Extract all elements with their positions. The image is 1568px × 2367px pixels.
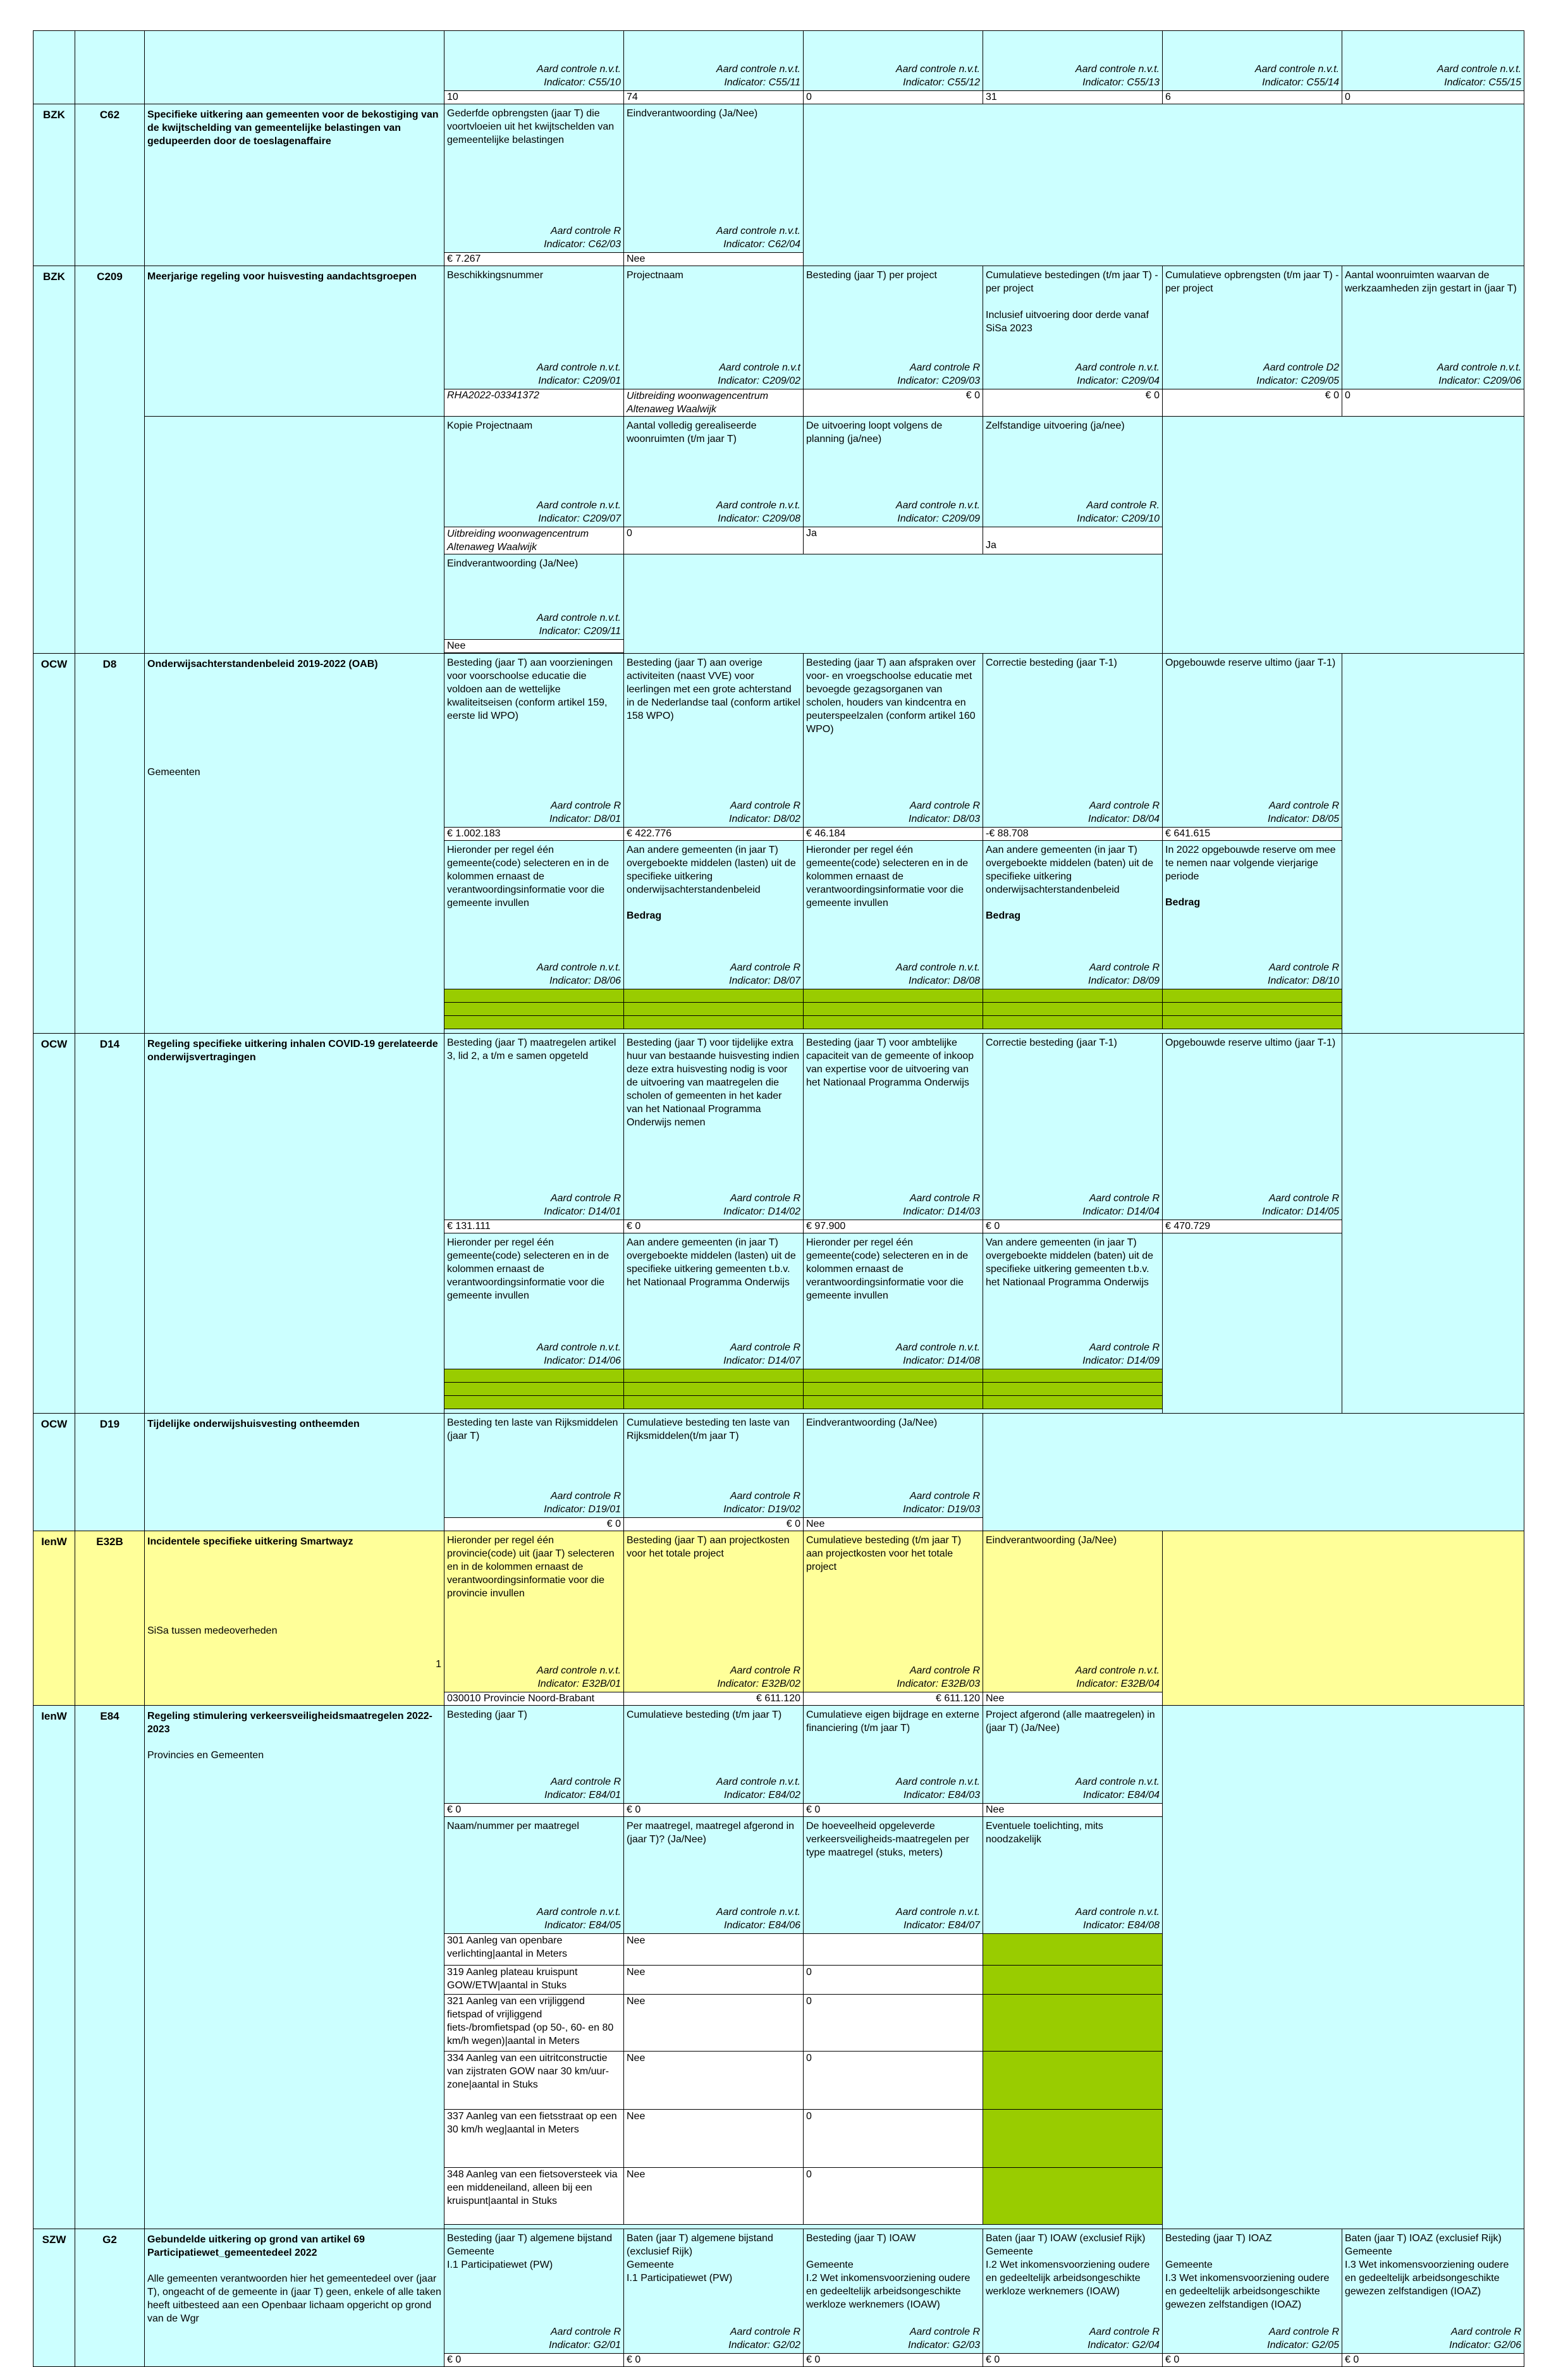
g2-04-value[interactable]: € 0 <box>983 2354 1163 2367</box>
e84-07-header: De hoeveelheid opgeleverde verkeersveiligheids-maatregelen per type maatregel (stuks, meters) Aard controle n.v.t. Indicator: E84/07 <box>804 1817 983 1934</box>
g2-06-header: Baten (jaar T) IOAZ (exclusief Rijk) Gemeente I.3 Wet inkomensvoorziening oudere en gedeeltelijk arbeidsongeschikte gewezen zelfstandigen (IOAZ) Aard controle R Indicator: G2/06 <box>1342 2229 1524 2354</box>
e32b-04-value[interactable]: Nee <box>983 1692 1163 1706</box>
c209-02-header: Projectnaam Aard controle n.v.t Indicator: C209/02 <box>624 266 804 389</box>
c62-04-header: Eindverantwoording (Ja/Nee) Aard controle n.v.t. Indicator: C62/04 <box>624 104 804 253</box>
d8-06-header: Hieronder per regel één gemeente(code) selecteren en in de kolommen ernaast de verantwoordingsinformatie voor die gemeente invullen Aard controle n.v.t. Indicator: D8/06 <box>444 841 624 989</box>
e84-06-header: Per maatregel, maatregel afgerond in (jaar T)? (Ja/Nee) Aard controle n.v.t. Indicator: E84/06 <box>624 1817 804 1934</box>
d19-03-value[interactable]: Nee <box>804 1518 983 1531</box>
e84-measure-name[interactable]: 334 Aanleg van een uitritconstructie van zijstraten GOW naar 30 km/uur-zone|aantal in Stuks <box>444 2052 624 2110</box>
c55-15-header: Aard controle n.v.t. Indicator: C55/15 <box>1342 31 1524 91</box>
e84-measure-note[interactable] <box>983 1934 1163 1966</box>
g2-03-header: Besteding (jaar T) IOAW Gemeente I.2 Wet inkomensvoorziening oudere en gedeeltelijk arbeidsongeschikte werkloze werknemers (IOAW) Aard controle R Indicator: G2/03 <box>804 2229 983 2354</box>
regulation-code: D8 <box>75 654 145 1034</box>
e84-measure-done[interactable]: Nee <box>624 2052 804 2110</box>
e84-08-header: Eventuele toelichting, mits noodzakelijk Aard controle n.v.t. Indicator: E84/08 <box>983 1817 1163 1934</box>
d14-05-value[interactable]: € 470.729 <box>1163 1220 1342 1233</box>
e84-measure-qty[interactable]: 0 <box>804 2168 983 2225</box>
regulation-code: G2 <box>75 2229 145 2367</box>
d8-05-value[interactable]: € 641.615 <box>1163 828 1342 841</box>
d14-01-header: Besteding (jaar T) maatregelen artikel 3, lid 2, a t/m e samen opgeteld Aard controle R Indicator: D14/01 <box>444 1034 624 1220</box>
regulation-title: Regeling stimulering verkeersveiligheidsmaatregelen 2022-2023 <box>147 1711 432 1735</box>
regulation-code: C209 <box>75 266 145 654</box>
c209-10-header: Zelfstandige uitvoering (ja/nee) Aard controle R. Indicator: C209/10 <box>983 417 1163 527</box>
e84-01-header: Besteding (jaar T) Aard controle R Indicator: E84/01 <box>444 1706 624 1804</box>
regulation-title: Incidentele specifieke uitkering Smartwayz <box>147 1536 353 1547</box>
e84-03-header: Cumulatieve eigen bijdrage en externe financiering (t/m jaar T) Aard controle n.v.t. Indicator: E84/03 <box>804 1706 983 1804</box>
regulation-code: C62 <box>75 104 145 266</box>
c209-06-value[interactable]: 0 <box>1342 389 1524 417</box>
e84-measure-done[interactable]: Nee <box>624 2168 804 2225</box>
e32b-01-value[interactable]: 030010 Provincie Noord-Brabant <box>444 1692 624 1706</box>
e84-measure-qty[interactable] <box>804 1934 983 1966</box>
d19-02-header: Cumulatieve besteding ten laste van Rijksmiddelen(t/m jaar T) Aard controle R Indicator: D19/02 <box>624 1414 804 1518</box>
c55-13-header: Aard controle n.v.t. Indicator: C55/13 <box>983 31 1163 91</box>
c209-07-header: Kopie Projectnaam Aard controle n.v.t. Indicator: C209/07 <box>444 417 624 527</box>
d14-01-value[interactable]: € 131.111 <box>444 1220 624 1233</box>
c62-03-header: Gederfde opbrengsten (jaar T) die voortvloeien uit het kwijtschelden van gemeentelijke belastingen Aard controle R Indicator: C62/03 <box>444 104 624 253</box>
g2-05-header: Besteding (jaar T) IOAZ Gemeente I.3 Wet inkomensvoorziening oudere en gedeeltelijk arbeidsongeschikte gewezen zelfstandigen (IOAZ) Aard controle R Indicator: G2/05 <box>1163 2229 1342 2354</box>
e84-measure-note[interactable] <box>983 1995 1163 2052</box>
d8-03-header: Besteding (jaar T) aan afspraken over voor- en vroegschoolse educatie met bevoegde gezagsorganen van scholen, houders van kindcentra en peuterspeelzalen (conform artikel 160 WPO) Aard controle R Indicator: D8/03 <box>804 654 983 828</box>
e84-05-header: Naam/nummer per maatregel Aard controle n.v.t. Indicator: E84/05 <box>444 1817 624 1934</box>
regulation-title: Specifieke uitkering aan gemeenten voor de bekostiging van de kwijtschelding van gemeentelijke belastingen van gedupeerden door de toeslagenaffaire <box>145 104 444 266</box>
c209-04-header: Cumulatieve bestedingen (t/m jaar T) - per project Inclusief uitvoering door derde vanaf SiSa 2023 Aard controle n.v.t. Indicator: C209/04 <box>983 266 1163 389</box>
d14-07-header: Aan andere gemeenten (in jaar T) overgeboekte middelen (lasten) uit de specifieke uitkering gemeenten t.b.v. het Nationaal Programma Onderwijs Aard controle R Indicator: D14/07 <box>624 1233 804 1369</box>
regulation-code: E84 <box>75 1706 145 2229</box>
d14-06-header: Hieronder per regel één gemeente(code) selecteren en in de kolommen ernaast de verantwoordingsinformatie voor die gemeente invullen Aard controle n.v.t. Indicator: D14/06 <box>444 1233 624 1369</box>
d14-header-row <box>34 1034 1524 1220</box>
d14-02-value[interactable]: € 0 <box>624 1220 804 1233</box>
e84-header-row <box>34 1706 1524 1804</box>
c209-05-header: Cumulatieve opbrengsten (t/m jaar T) - per project Aard controle D2 Indicator: C209/05 <box>1163 266 1342 389</box>
d14-03-header: Besteding (jaar T) voor ambtelijke capaciteit van de gemeente of inkoop van expertise voor de uitvoering van het Nationaal Programma Onderwijs Aard controle R Indicator: D14/03 <box>804 1034 983 1220</box>
e32b-03-header: Cumulatieve besteding (t/m jaar T) aan projectkosten voor het totale project Aard controle R Indicator: E32B/03 <box>804 1531 983 1692</box>
c62-header-row <box>34 104 1524 253</box>
regulation-title: Regeling specifieke uitkering inhalen COVID-19 gerelateerde onderwijsvertragingen <box>145 1034 444 1414</box>
row-number: 1 <box>436 1659 441 1670</box>
c209-08-header: Aantal volledig gerealiseerde woonruimten (t/m jaar T) Aard controle n.v.t. Indicator: C209/08 <box>624 417 804 527</box>
d8-04-value[interactable]: -€ 88.708 <box>983 828 1163 841</box>
d14-input-cell[interactable] <box>444 1369 624 1383</box>
d19-01-header: Besteding ten laste van Rijksmiddelen (jaar T) Aard controle R Indicator: D19/01 <box>444 1414 624 1518</box>
c209-01-value[interactable]: RHA2022-03341372 <box>444 389 624 417</box>
c55-12-value[interactable]: 0 <box>804 91 983 104</box>
e84-measure-done[interactable]: Nee <box>624 1934 804 1966</box>
g2-05-value[interactable]: € 0 <box>1163 2354 1342 2367</box>
c62-03-value[interactable]: € 7.267 <box>444 253 624 266</box>
dept-code: IenW <box>34 1706 75 2229</box>
c209-03-header: Besteding (jaar T) per project Aard controle R Indicator: C209/03 <box>804 266 983 389</box>
c209-07-value[interactable]: Uitbreiding woonwagencentrum Altenaweg Waalwijk <box>444 527 624 554</box>
d14-02-header: Besteding (jaar T) voor tijdelijke extra huur van bestaande huisvesting indien deze extra huisvesting nodig is voor de uitvoering van maatregelen die scholen of gemeenten in het kader van het Nationaal Programma Onderwijs nemen Aard controle R Indicator: D14/02 <box>624 1034 804 1220</box>
c55-12-header: Aard controle n.v.t. Indicator: C55/12 <box>804 31 983 91</box>
e84-measure-note[interactable] <box>983 1966 1163 1995</box>
c55-11-value[interactable]: 74 <box>624 91 804 104</box>
sisa-table <box>33 30 1524 2367</box>
d14-04-header: Correctie besteding (jaar T-1) Aard controle R Indicator: D14/04 <box>983 1034 1163 1220</box>
c55-10-header: Aard controle n.v.t. Indicator: C55/10 <box>444 31 624 91</box>
e84-measure-note[interactable] <box>983 2168 1163 2225</box>
c209-03-value[interactable]: € 0 <box>804 389 983 417</box>
c209-11-header: Eindverantwoording (Ja/Nee) Aard controle n.v.t. Indicator: C209/11 <box>444 554 624 640</box>
e84-measure-name[interactable]: 337 Aanleg van een fietsstraat op een 30 km/h weg|aantal in Meters <box>444 2110 624 2168</box>
c55-14-header: Aard controle n.v.t. Indicator: C55/14 <box>1163 31 1342 91</box>
d8-01-header: Besteding (jaar T) aan voorzieningen voor voorschoolse educatie die voldoen aan de wettelijke kwaliteitseisen (conform artikel 159, eerste lid WPO) Aard controle R Indicator: D8/01 <box>444 654 624 828</box>
e84-measure-note[interactable] <box>983 2052 1163 2110</box>
e84-measure-done[interactable]: Nee <box>624 1995 804 2052</box>
g2-06-value[interactable]: € 0 <box>1342 2354 1524 2367</box>
c209-09-value[interactable]: Ja <box>804 527 983 554</box>
d8-01-value[interactable]: € 1.002.183 <box>444 828 624 841</box>
g2-04-header: Baten (jaar T) IOAW (exclusief Rijk) Gemeente I.2 Wet inkomensvoorziening oudere en gedeeltelijk arbeidsongeschikte werkloze werknemers (IOAW) Aard controle R Indicator: G2/04 <box>983 2229 1163 2354</box>
d8-05-header: Opgebouwde reserve ultimo (jaar T-1) Aard controle R Indicator: D8/05 <box>1163 654 1342 828</box>
d8-08-header: Hieronder per regel één gemeente(code) selecteren en in de kolommen ernaast de verantwoordingsinformatie voor die gemeente invullen Aard controle n.v.t. Indicator: D8/08 <box>804 841 983 989</box>
e32b-02-header: Besteding (jaar T) aan projectkosten voor het totale project Aard controle R Indicator: E32B/02 <box>624 1531 804 1692</box>
c62-04-value[interactable]: Nee <box>624 253 804 266</box>
dept-code: SZW <box>34 2229 75 2367</box>
c209-01-header: Beschikkingsnummer Aard controle n.v.t. Indicator: C209/01 <box>444 266 624 389</box>
c209-05-value[interactable]: € 0 <box>1163 389 1342 417</box>
regulation-code: E32B <box>75 1531 145 1706</box>
e84-measure-done[interactable]: Nee <box>624 2110 804 2168</box>
d8-header-row <box>34 654 1524 828</box>
d19-03-header: Eindverantwoording (Ja/Nee) Aard controle R Indicator: D19/03 <box>804 1414 983 1518</box>
e84-measure-qty[interactable]: 0 <box>804 2110 983 2168</box>
dept-code: BZK <box>34 104 75 266</box>
e84-measure-note[interactable] <box>983 2110 1163 2168</box>
c209-04-value[interactable]: € 0 <box>983 389 1163 417</box>
d14-09-header: Van andere gemeenten (in jaar T) overgeboekte middelen (baten) uit de specifieke uitkering gemeenten t.b.v. het Nationaal Programma Onderwijs Aard controle R Indicator: D14/09 <box>983 1233 1163 1369</box>
d8-02-header: Besteding (jaar T) aan overige activiteiten (naast VVE) voor leerlingen met een grote achterstand in de Nederlandse taal (conform artikel 158 WPO) Aard controle R Indicator: D8/02 <box>624 654 804 828</box>
g2-header-row <box>34 2229 1524 2354</box>
g2-02-header: Baten (jaar T) algemene bijstand (exclusief Rijk) Gemeente I.1 Participatiewet (PW) Aard controle R Indicator: G2/02 <box>624 2229 804 2354</box>
d8-02-value[interactable]: € 422.776 <box>624 828 804 841</box>
c209-11-value[interactable]: Nee <box>444 640 624 653</box>
e84-measure-done[interactable]: Nee <box>624 1966 804 1995</box>
e84-04-value[interactable]: Nee <box>983 1804 1163 1817</box>
c209-10-value[interactable]: Ja <box>983 527 1163 554</box>
e32b-03-value[interactable]: € 611.120 <box>804 1692 983 1706</box>
d8-03-value[interactable]: € 46.184 <box>804 828 983 841</box>
c209-header-row <box>34 266 1524 389</box>
d8-input-cell[interactable] <box>444 989 624 1003</box>
dept-code: OCW <box>34 1414 75 1531</box>
d8-04-header: Correctie besteding (jaar T-1) Aard controle R Indicator: D8/04 <box>983 654 1163 828</box>
e84-measure-name[interactable]: 348 Aanleg van een fietsoversteek via een middeneiland, alleen bij een kruispunt|aantal in Stuks <box>444 2168 624 2225</box>
c209-08-value[interactable]: 0 <box>624 527 804 554</box>
g2-01-value[interactable]: € 0 <box>444 2354 624 2367</box>
regulation-code: D14 <box>75 1034 145 1414</box>
d19-header-row <box>34 1414 1524 1518</box>
e32b-02-value[interactable]: € 611.120 <box>624 1692 804 1706</box>
g2-01-header: Besteding (jaar T) algemene bijstand Gemeente I.1 Participatiewet (PW) Aard controle R Indicator: G2/01 <box>444 2229 624 2354</box>
d14-05-header: Opgebouwde reserve ultimo (jaar T-1) Aard controle R Indicator: D14/05 <box>1163 1034 1342 1220</box>
regulation-title: Tijdelijke onderwijshuisvesting ontheemden <box>145 1414 444 1531</box>
sisa-sheet <box>33 30 1524 2367</box>
dept-code: IenW <box>34 1531 75 1706</box>
e84-measure-name[interactable]: 301 Aanleg van openbare verlichting|aantal in Meters <box>444 1934 624 1966</box>
d8-09-header: Aan andere gemeenten (in jaar T) overgeboekte middelen (baten) uit de specifieke uitkering onderwijsachterstandenbeleid Bedrag Aard controle R Indicator: D8/09 <box>983 841 1163 989</box>
c209-02-value[interactable]: Uitbreiding woonwagencentrum Altenaweg Waalwijk <box>624 389 804 417</box>
g2-02-value[interactable]: € 0 <box>624 2354 804 2367</box>
e32b-header-row <box>34 1531 1524 1692</box>
regulation-title: Meerjarige regeling voor huisvesting aandachtsgroepen <box>145 266 444 417</box>
e84-measure-qty[interactable]: 0 <box>804 1995 983 2052</box>
e84-measure-name[interactable]: 321 Aanleg van een vrijliggend fietspad of vrijliggend fiets-/bromfietspad (op 50-, 60- en 80 km/h wegen)|aantal in Meters <box>444 1995 624 2052</box>
c209-header2-row <box>34 417 1524 527</box>
d14-08-header: Hieronder per regel één gemeente(code) selecteren en in de kolommen ernaast de verantwoordingsinformatie voor die gemeente invullen Aard controle n.v.t. Indicator: D14/08 <box>804 1233 983 1369</box>
c55-15-value[interactable]: 0 <box>1342 91 1524 104</box>
e84-measure-name[interactable]: 319 Aanleg plateau kruispunt GOW/ETW|aantal in Stuks <box>444 1966 624 1995</box>
regulation-title: Gebundelde uitkering op grond van artikel 69 Participatiewet_gemeentedeel 2022 <box>147 2234 365 2258</box>
e84-measure-qty[interactable]: 0 <box>804 2052 983 2110</box>
regulation-subtitle: SiSa tussen medeoverheden <box>147 1625 278 1636</box>
e84-01-value[interactable]: € 0 <box>444 1804 624 1817</box>
d19-01-value[interactable]: € 0 <box>444 1518 624 1531</box>
dept-code: BZK <box>34 266 75 654</box>
d19-02-value[interactable]: € 0 <box>624 1518 804 1531</box>
e32b-04-header: Eindverantwoording (Ja/Nee) Aard controle n.v.t. Indicator: E32B/04 <box>983 1531 1163 1692</box>
e84-04-header: Project afgerond (alle maatregelen) in (jaar T) (Ja/Nee) Aard controle n.v.t. Indicator: E84/04 <box>983 1706 1163 1804</box>
e84-03-value[interactable]: € 0 <box>804 1804 983 1817</box>
dept-code: OCW <box>34 654 75 1034</box>
c55-13-value[interactable]: 31 <box>983 91 1163 104</box>
regulation-subtitle: Provincies en Gemeenten <box>147 1750 264 1761</box>
c55-14-value[interactable]: 6 <box>1163 91 1342 104</box>
g2-03-value[interactable]: € 0 <box>804 2354 983 2367</box>
regulation-subtitle: Gemeenten <box>147 767 200 778</box>
c209-06-header: Aantal woonruimten waarvan de werkzaamheden zijn gestart in (jaar T) Aard controle n.v.t. Indicator: C209/06 <box>1342 266 1524 389</box>
c55-header-row <box>34 31 1524 91</box>
e32b-01-header: Hieronder per regel één provincie(code) uit (jaar T) selecteren en in de kolommen ernaast de verantwoordingsinformatie voor die provincie invullen Aard controle n.v.t. Indicator: E32B/01 <box>444 1531 624 1692</box>
d14-03-value[interactable]: € 97.900 <box>804 1220 983 1233</box>
c209-09-header: De uitvoering loopt volgens de planning (ja/nee) Aard controle n.v.t. Indicator: C209/09 <box>804 417 983 527</box>
e84-02-value[interactable]: € 0 <box>624 1804 804 1817</box>
c55-11-header: Aard controle n.v.t. Indicator: C55/11 <box>624 31 804 91</box>
regulation-subtitle: Alle gemeenten verantwoorden hier het gemeentedeel over (jaar T), ongeacht of de gemeente in (jaar T) geen, enkele of alle taken heeft uitbesteed aan een Openbaar lichaam opgericht op grond van de Wgr <box>147 2273 441 2324</box>
d14-04-value[interactable]: € 0 <box>983 1220 1163 1233</box>
e84-02-header: Cumulatieve besteding (t/m jaar T) Aard controle n.v.t. Indicator: E84/02 <box>624 1706 804 1804</box>
c55-10-value[interactable]: 10 <box>444 91 624 104</box>
dept-code: OCW <box>34 1034 75 1414</box>
d8-07-header: Aan andere gemeenten (in jaar T) overgeboekte middelen (lasten) uit de specifieke uitkering onderwijsachterstandenbeleid Bedrag Aard controle R Indicator: D8/07 <box>624 841 804 989</box>
regulation-title: Onderwijsachterstandenbeleid 2019-2022 (OAB) <box>147 659 378 670</box>
d8-10-header: In 2022 opgebouwde reserve om mee te nemen naar volgende vierjarige periode Bedrag Aard controle R Indicator: D8/10 <box>1163 841 1342 989</box>
regulation-code: D19 <box>75 1414 145 1531</box>
e84-measure-qty[interactable]: 0 <box>804 1966 983 1995</box>
